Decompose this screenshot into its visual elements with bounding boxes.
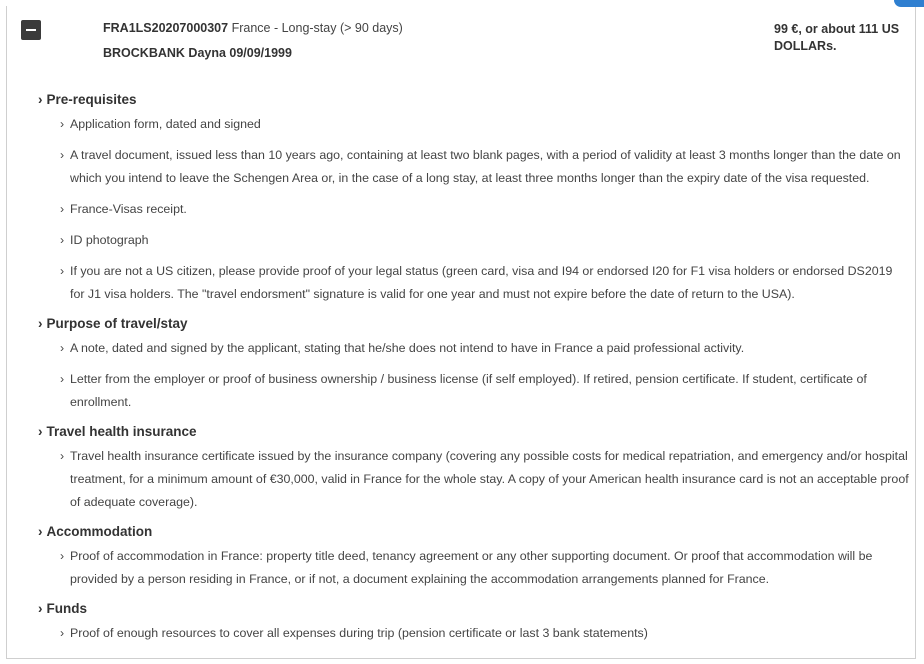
section-title[interactable] <box>38 522 910 542</box>
chevron-right-icon: › <box>38 524 43 539</box>
requirement-item <box>38 445 910 514</box>
chevron-right-icon: › <box>60 117 65 131</box>
requirement-text: Application form, dated and signed <box>70 117 261 131</box>
section-label: Travel health insurance <box>46 424 197 439</box>
section-title[interactable] <box>38 314 910 334</box>
application-reference <box>103 21 403 35</box>
chevron-right-icon: › <box>60 341 65 355</box>
chevron-right-icon: › <box>60 148 65 162</box>
requirement-item <box>38 229 910 252</box>
requirement-text: ID photograph <box>70 233 149 247</box>
chevron-right-icon: › <box>60 549 65 563</box>
corner-accent <box>894 0 924 7</box>
section-label: Purpose of travel/stay <box>46 316 188 331</box>
chevron-right-icon: › <box>38 316 43 331</box>
requirements-list <box>38 90 910 653</box>
chevron-right-icon: › <box>60 626 65 640</box>
collapse-toggle-button[interactable] <box>21 20 41 40</box>
requirement-item <box>38 113 910 136</box>
chevron-right-icon: › <box>38 601 43 616</box>
requirement-text: If you are not a US citizen, please provide proof of your legal status (green card, visa and I94 or endorsed I20 for F1 visa holders or endorsed DS2019 for J1 visa holders. The "travel endorsment" signature is valid for one year and must not expire before the date of return to the USA). <box>70 264 893 301</box>
requirement-item <box>38 144 910 190</box>
requirement-item <box>38 545 910 591</box>
applicant-name: BROCKBANK Dayna 09/09/1999 <box>103 46 292 60</box>
requirement-text: France-Visas receipt. <box>70 202 187 216</box>
requirement-item <box>38 368 910 414</box>
chevron-right-icon: › <box>38 92 43 107</box>
requirement-item <box>38 622 910 645</box>
requirement-text: Letter from the employer or proof of business ownership / business license (if self employed). If retired, pension certificate. If student, certificate of enrollment. <box>70 372 867 409</box>
requirement-item <box>38 337 910 360</box>
requirement-text: Travel health insurance certificate issued by the insurance company (covering any possible costs for medical repatriation, and emergency and/or hospital treatment, for a minimum amount of €30,000, valid in France for the whole stay. A copy of your American health insurance card is not an acceptable proof of adequate coverage). <box>70 449 909 509</box>
section-title[interactable] <box>38 422 910 442</box>
section-label: Funds <box>46 601 87 616</box>
requirement-text: Proof of accommodation in France: property title deed, tenancy agreement or any other supporting document. Or proof that accommodation will be provided by a person residing in France, or if not, a document explaining the accommodation arrangements planned for France. <box>70 549 873 586</box>
chevron-right-icon: › <box>60 202 65 216</box>
chevron-right-icon: › <box>60 264 65 278</box>
chevron-right-icon: › <box>60 449 65 463</box>
chevron-right-icon: › <box>60 233 65 247</box>
section-label: Accommodation <box>46 524 153 539</box>
visa-fee: 99 €, or about 111 US DOLLARs. <box>774 22 900 53</box>
section-label: Pre-requisites <box>46 92 137 107</box>
requirement-text: A travel document, issued less than 10 years ago, containing at least two blank pages, with a period of validity at least 3 months longer than the date on which you intend to leave the Schengen Area or, in the case of a long stay, at least three months longer than the expiry date of the visa requested. <box>70 148 901 185</box>
requirement-item <box>38 260 910 306</box>
visa-type: France - Long-stay (> 90 days) <box>231 21 403 35</box>
section-title[interactable] <box>38 90 910 110</box>
requirement-item <box>38 198 910 221</box>
reference-code: FRA1LS20207000307 <box>103 21 229 35</box>
requirement-text: A note, dated and signed by the applicant, stating that he/she does not intend to have in France a paid professional activity. <box>70 341 745 355</box>
section-title[interactable] <box>38 599 910 619</box>
chevron-right-icon: › <box>60 372 65 386</box>
chevron-right-icon: › <box>38 424 43 439</box>
requirement-text: Proof of enough resources to cover all expenses during trip (pension certificate or last 3 bank statements) <box>70 626 648 640</box>
